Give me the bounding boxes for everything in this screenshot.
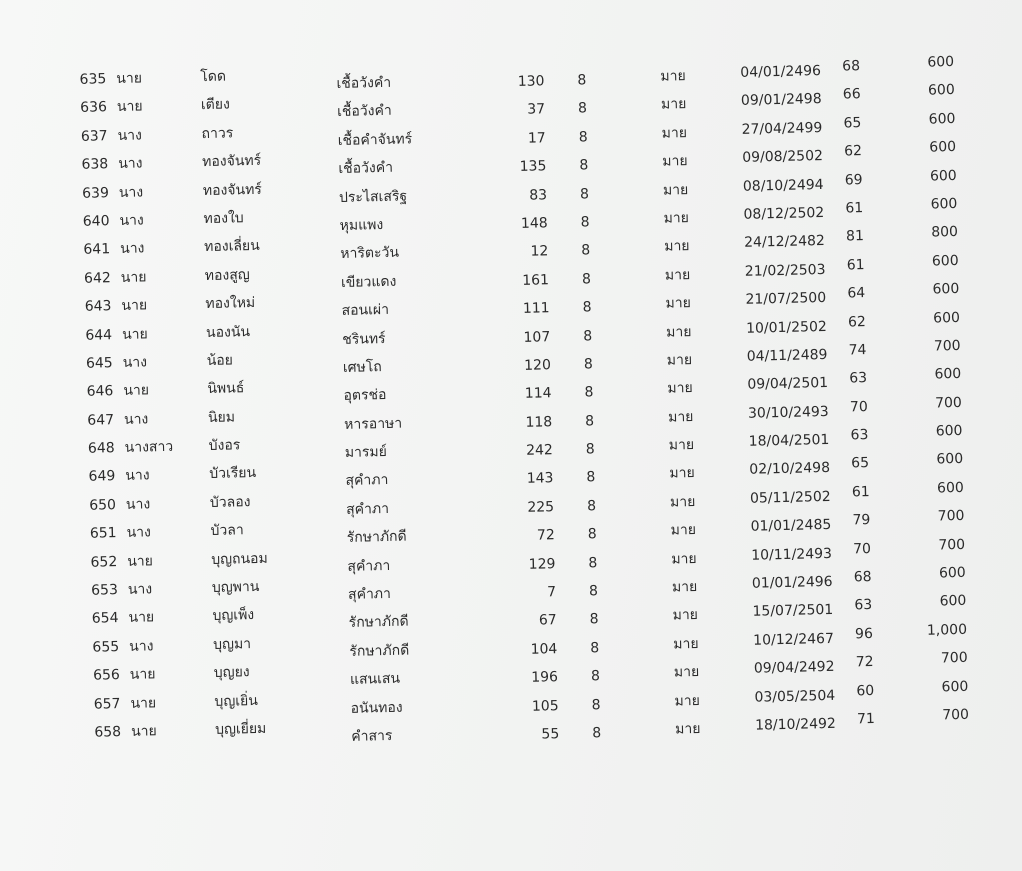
row-title: นาย (129, 666, 156, 684)
row-first-name: บุญมา (212, 635, 252, 653)
row-age: 61 (851, 483, 870, 501)
row-surname: สุคำภา (345, 472, 389, 490)
row-age: 62 (847, 313, 867, 330)
row-title: นาย (130, 694, 157, 712)
row-age: 72 (855, 654, 874, 671)
row-village-number: 8 (583, 327, 593, 344)
row-surname: เชื้อวังคำ (336, 103, 392, 121)
row-number: 649 (88, 468, 116, 486)
row-first-name: บัวลา (210, 522, 244, 540)
row-number: 643 (84, 298, 112, 315)
row-age: 61 (845, 200, 864, 217)
row-amount: 1,000 (926, 621, 968, 639)
row-title: นาย (116, 98, 143, 116)
row-first-name: บุญยง (213, 664, 250, 682)
row-title: นาง (125, 496, 151, 513)
row-first-name: ทองสูญ (204, 266, 250, 284)
row-location: มาย (664, 238, 690, 255)
row-village-number: 8 (586, 469, 596, 486)
row-title: นาย (128, 609, 155, 627)
row-house-number: 17 (527, 130, 546, 147)
row-surname: เขียวแดง (340, 273, 397, 291)
row-number: 641 (83, 241, 111, 259)
row-birth-date: 09/08/2502 (742, 148, 824, 166)
row-location: มาย (667, 408, 694, 426)
row-amount: 700 (933, 337, 961, 355)
row-village-number: 8 (586, 498, 597, 515)
row-village-number: 8 (581, 271, 592, 288)
row-title: นาง (129, 638, 154, 655)
elderly-allowance-list (72, 45, 1007, 756)
row-location: มาย (664, 266, 691, 284)
row-location: มาย (672, 607, 699, 624)
row-age: 62 (843, 143, 863, 160)
row-number: 651 (89, 525, 117, 542)
row-first-name: ทองเลี่ยน (203, 238, 260, 256)
row-surname: คำสาร (351, 727, 393, 745)
row-first-name: ทองใหม่ (205, 295, 256, 313)
row-amount: 600 (927, 82, 955, 99)
row-number: 644 (85, 326, 113, 344)
row-number: 646 (86, 383, 114, 401)
row-surname: เศษโถ (342, 358, 382, 376)
row-village-number: 8 (592, 725, 602, 742)
row-amount: 600 (941, 678, 969, 696)
row-title: นาย (123, 382, 150, 400)
row-age: 68 (853, 569, 872, 586)
row-village-number: 8 (587, 526, 597, 543)
row-house-number: 67 (538, 612, 557, 629)
row-house-number: 72 (536, 527, 555, 544)
row-surname: เชื้อคำจันทร์ (337, 131, 413, 149)
row-surname: หุมแพง (339, 216, 384, 234)
row-title: นาย (121, 297, 148, 315)
row-amount: 700 (940, 650, 968, 667)
row-birth-date: 30/10/2493 (747, 403, 829, 422)
row-age: 64 (847, 285, 866, 302)
row-first-name: บังอร (208, 437, 241, 455)
row-house-number: 111 (522, 300, 550, 317)
row-house-number: 161 (522, 271, 550, 289)
row-number: 653 (90, 582, 119, 599)
row-amount: 800 (931, 224, 959, 241)
row-number: 647 (87, 411, 115, 429)
row-title: นาง (122, 354, 148, 371)
row-location: มาย (667, 380, 693, 397)
row-amount: 600 (939, 593, 967, 610)
row-location: มาย (669, 465, 695, 483)
row-title: นาง (126, 524, 152, 542)
row-birth-date: 10/11/2493 (751, 545, 833, 564)
row-age: 68 (842, 58, 861, 75)
row-surname: รักษาภักดี (348, 613, 409, 632)
row-birth-date: 21/02/2503 (744, 261, 826, 280)
row-village-number: 8 (590, 640, 600, 657)
row-age: 74 (848, 341, 867, 359)
row-title: นาย (127, 552, 154, 570)
row-birth-date: 01/01/2485 (750, 517, 832, 535)
row-first-name: น้อย (206, 352, 234, 369)
row-birth-date: 04/11/2489 (746, 346, 828, 365)
row-birth-date: 05/11/2502 (749, 488, 831, 507)
row-house-number: 7 (546, 584, 557, 601)
row-surname: เชื้อวังคำ (336, 74, 392, 93)
row-amount: 600 (930, 195, 958, 213)
row-title: นาย (121, 325, 148, 343)
row-first-name: บุญถนอม (211, 550, 268, 568)
row-location: มาย (668, 437, 695, 454)
row-age: 96 (854, 625, 874, 643)
row-amount: 600 (938, 564, 966, 582)
row-house-number: 143 (526, 470, 554, 488)
row-age: 79 (852, 512, 871, 529)
row-village-number: 8 (584, 384, 594, 401)
row-surname: อนันทอง (350, 699, 403, 717)
row-location: มาย (675, 720, 701, 738)
row-number: 656 (92, 667, 121, 684)
row-amount: 600 (936, 451, 964, 468)
row-surname: รักษาภักดี (349, 642, 410, 660)
row-location: มาย (666, 323, 692, 341)
row-house-number: 130 (517, 73, 545, 90)
row-surname: สอนเผ่า (341, 301, 390, 320)
row-title: นาง (119, 240, 145, 258)
row-title: นาย (116, 70, 143, 87)
row-village-number: 8 (590, 668, 601, 685)
row-age: 65 (843, 114, 862, 132)
row-first-name: บัวลอง (209, 493, 251, 511)
row-village-number: 8 (580, 214, 590, 231)
row-amount: 600 (927, 53, 955, 71)
row-house-number: 55 (541, 726, 560, 743)
row-house-number: 129 (528, 555, 556, 573)
row-title: นาง (117, 127, 143, 144)
row-village-number: 8 (577, 72, 587, 89)
row-house-number: 148 (520, 215, 548, 232)
row-surname: ชรินทร์ (342, 330, 386, 348)
row-location: มาย (660, 96, 687, 114)
row-first-name: นองนัน (205, 323, 251, 341)
row-amount: 600 (928, 110, 956, 128)
row-birth-date: 18/04/2501 (748, 431, 830, 450)
row-first-name: นิพนธ์ (207, 380, 245, 398)
row-number: 640 (82, 213, 110, 230)
row-number: 654 (91, 610, 119, 628)
row-birth-date: 08/10/2494 (742, 176, 824, 195)
row-birth-date: 10/01/2502 (745, 318, 827, 337)
row-title: นาง (125, 467, 150, 485)
row-birth-date: 18/10/2492 (754, 715, 837, 734)
row-location: มาย (669, 493, 696, 511)
row-number: 642 (83, 269, 111, 287)
row-age: 65 (851, 455, 870, 472)
row-amount: 600 (929, 139, 957, 156)
row-title: นาย (120, 269, 147, 286)
row-surname: สุคำภา (347, 557, 391, 575)
row-birth-date: 10/12/2467 (753, 630, 835, 649)
row-house-number: 118 (525, 413, 553, 431)
row-age: 70 (852, 540, 872, 558)
row-first-name: ทองใบ (203, 210, 244, 228)
row-birth-date: 02/10/2498 (749, 460, 831, 479)
row-surname: อุตรช่อ (343, 387, 387, 405)
row-village-number: 8 (579, 185, 590, 203)
row-birth-date: 27/04/2499 (741, 119, 823, 138)
row-birth-date: 04/01/2496 (740, 63, 822, 81)
row-location: มาย (673, 664, 700, 681)
row-number: 655 (92, 638, 120, 656)
row-first-name: บุญพาน (211, 578, 260, 596)
row-amount: 600 (932, 281, 960, 298)
row-amount: 700 (934, 394, 963, 412)
row-village-number: 8 (588, 554, 598, 572)
row-amount: 700 (937, 508, 965, 525)
row-surname: แสนเสน (349, 670, 401, 689)
row-first-name: บัวเรียน (209, 465, 257, 483)
row-location: มาย (661, 124, 688, 142)
row-house-number: 114 (524, 385, 552, 403)
row-first-name: โดด (200, 68, 227, 86)
row-birth-date: 08/12/2502 (743, 204, 825, 223)
row-title: นาง (119, 212, 144, 229)
row-birth-date: 03/05/2504 (754, 687, 836, 706)
row-age: 71 (856, 710, 876, 728)
row-title: นาง (123, 411, 149, 428)
row-number: 658 (94, 724, 122, 741)
row-location: มาย (666, 351, 693, 369)
row-age: 60 (856, 682, 875, 699)
row-surname: เชื้อวังคำ (338, 159, 394, 178)
row-number: 648 (87, 440, 115, 457)
row-village-number: 8 (577, 100, 588, 117)
row-title: นาง (127, 581, 153, 598)
row-birth-date: 09/01/2498 (740, 91, 822, 110)
row-house-number: 120 (524, 357, 552, 374)
row-location: มาย (673, 635, 699, 653)
row-village-number: 8 (578, 129, 588, 146)
row-number: 657 (93, 695, 121, 713)
row-number: 650 (89, 496, 117, 514)
row-first-name: ทองจันทร์ (202, 152, 262, 171)
row-birth-date: 01/01/2496 (751, 573, 833, 592)
row-first-name: นิยม (207, 409, 236, 426)
row-house-number: 196 (531, 669, 559, 686)
row-house-number: 242 (525, 442, 554, 459)
row-surname: หาริตะวัน (340, 244, 400, 263)
row-surname: หารอาษา (344, 415, 403, 433)
row-surname: รักษาภักดี (346, 528, 407, 547)
row-location: มาย (662, 181, 689, 199)
row-amount: 600 (933, 309, 961, 327)
row-village-number: 8 (581, 242, 591, 259)
row-house-number: 225 (527, 499, 555, 516)
row-first-name: ทองจันทร์ (202, 181, 263, 199)
row-age: 63 (850, 427, 869, 444)
row-surname: สุคำภา (345, 500, 390, 518)
row-amount: 600 (936, 479, 964, 497)
row-title: นาง (118, 183, 144, 201)
row-location: มาย (660, 68, 686, 85)
row-location: มาย (671, 550, 697, 568)
row-age: 61 (846, 256, 865, 274)
row-title: นาง (118, 155, 143, 173)
row-number: 636 (80, 99, 108, 117)
row-village-number: 8 (582, 299, 592, 316)
row-age: 63 (849, 370, 868, 387)
row-age: 81 (845, 228, 865, 245)
row-number: 652 (90, 553, 118, 571)
row-amount: 700 (942, 706, 970, 724)
row-house-number: 107 (523, 328, 551, 346)
row-location: มาย (662, 153, 688, 170)
row-number: 639 (81, 184, 110, 202)
row-birth-date: 09/04/2492 (753, 659, 835, 677)
row-title: นาย (130, 723, 157, 740)
row-house-number: 12 (530, 243, 549, 260)
row-village-number: 8 (585, 412, 595, 430)
row-surname: ประไสเสริฐ (338, 187, 408, 206)
row-location: มาย (670, 522, 697, 539)
row-village-number: 8 (588, 583, 599, 600)
row-age: 69 (844, 171, 863, 189)
row-surname: สุคำภา (347, 585, 392, 603)
row-house-number: 37 (527, 101, 546, 119)
row-age: 63 (854, 597, 873, 614)
row-number: 637 (80, 127, 108, 145)
row-first-name: บุญเพ็ง (212, 607, 255, 625)
row-house-number: 83 (529, 186, 548, 204)
row-village-number: 8 (583, 356, 594, 373)
row-age: 66 (842, 86, 861, 103)
row-age: 70 (849, 398, 868, 416)
row-village-number: 8 (589, 611, 599, 628)
row-house-number: 105 (531, 697, 559, 715)
row-village-number: 8 (585, 441, 595, 458)
row-village-number: 8 (579, 157, 589, 174)
row-number: 635 (79, 71, 107, 88)
row-birth-date: 15/07/2501 (752, 602, 834, 621)
row-birth-date: 24/12/2482 (744, 233, 826, 252)
row-amount: 600 (935, 422, 963, 440)
row-first-name: เตียง (200, 96, 231, 114)
row-location: มาย (671, 578, 698, 596)
row-village-number: 8 (591, 696, 601, 713)
row-house-number: 135 (519, 158, 547, 176)
row-location: มาย (665, 295, 692, 312)
row-surname: มารมย์ (344, 444, 388, 461)
row-birth-date: 21/07/2500 (745, 290, 827, 308)
row-amount: 700 (938, 536, 966, 554)
row-first-name: ถาวร (201, 125, 234, 142)
row-house-number: 104 (530, 640, 558, 658)
row-location: มาย (674, 692, 701, 710)
row-title: นางสาว (124, 438, 174, 456)
row-amount: 600 (931, 252, 959, 270)
row-birth-date: 09/04/2501 (747, 375, 829, 394)
row-first-name: บุญเยิ่น (214, 692, 259, 710)
row-amount: 600 (934, 366, 962, 383)
row-amount: 600 (929, 167, 957, 185)
row-location: มาย (663, 209, 690, 227)
row-number: 645 (85, 355, 113, 372)
row-number: 638 (81, 156, 109, 173)
row-first-name: บุญเยี่ยม (214, 720, 267, 738)
